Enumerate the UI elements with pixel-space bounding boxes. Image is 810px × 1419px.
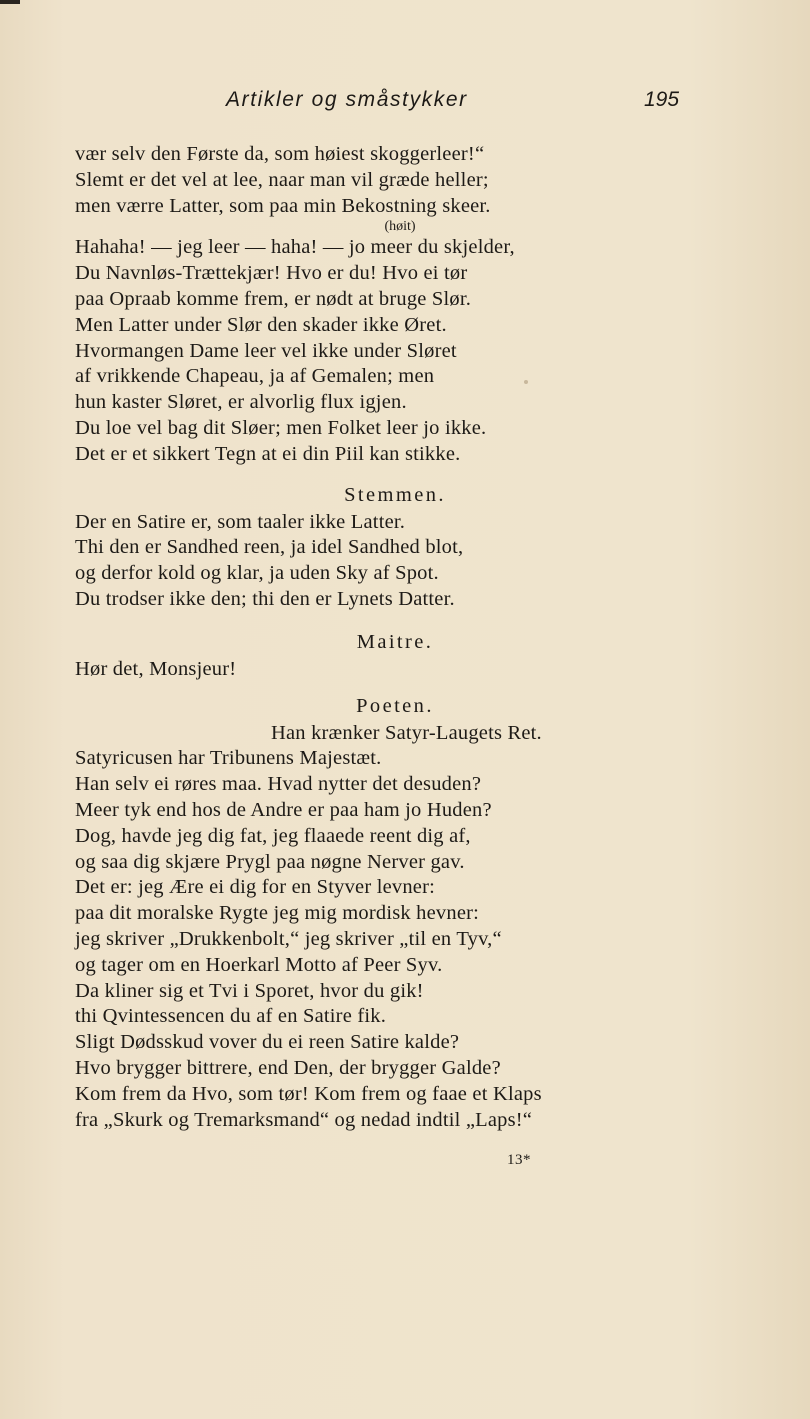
paper-speck	[524, 380, 528, 384]
verse-line: Hahaha! — jeg leer — haha! — jo meer du skjelder,	[75, 236, 515, 259]
verse-line: Han krænker Satyr-Laugets Ret.	[271, 721, 542, 744]
verse-line: Det er: jeg Ære ei dig for en Styver levner:	[75, 876, 436, 899]
speaker-name-stemmen: Stemmen.	[344, 483, 446, 506]
verse-line: Dog, havde jeg dig fat, jeg flaaede reent dig af,	[75, 824, 471, 847]
running-title: Artikler og småstykker	[226, 88, 468, 111]
verse-line: Men Latter under Slør den skader ikke Øret.	[75, 313, 447, 336]
scan-edge-mark	[0, 0, 20, 4]
verse-line: Han selv ei røres maa. Hvad nytter det desuden?	[75, 773, 482, 796]
verse-line: og tager om en Hoerkarl Motto af Peer Syv.	[75, 953, 443, 976]
verse-line: Sligt Dødsskud vover du ei reen Satire kalde?	[75, 1031, 460, 1054]
verse-line: jeg skriver „Drukkenbolt,“ jeg skriver „til en Tyv,“	[75, 927, 502, 950]
verse-line: vær selv den Første da, som høiest skoggerleer!“	[75, 143, 485, 165]
verse-line: Thi den er Sandhed reen, ja idel Sandhed blot,	[75, 536, 464, 559]
verse-line: thi Qvintessencen du af en Satire fik.	[75, 1005, 387, 1028]
speaker-name-poeten: Poeten.	[356, 694, 434, 717]
verse-line: Meer tyk end hos de Andre er paa ham jo Huden?	[75, 798, 492, 821]
stage-direction: (høit)	[384, 219, 416, 235]
signature-mark: 13*	[507, 1152, 531, 1168]
verse-line: Du trodser ikke den; thi den er Lynets Datter.	[75, 587, 455, 610]
verse-line: Hvormangen Dame leer vel ikke under Sløret	[75, 339, 457, 362]
verse-line: fra „Skurk og Tremarksmand“ og nedad indtil „Laps!“	[75, 1108, 533, 1131]
running-header	[0, 88, 810, 122]
verse-line: Kom frem da Hvo, som tør! Kom frem og faae et Klaps	[75, 1082, 542, 1105]
verse-line: hun kaster Sløret, er alvorlig flux igjen.	[75, 391, 407, 414]
verse-line: paa dit moralske Rygte jeg mig mordisk hevner:	[75, 902, 480, 925]
verse-line: Der en Satire er, som taaler ikke Latter.	[75, 510, 406, 533]
verse-text	[75, 142, 685, 1133]
speaker-name-maitre: Maitre.	[356, 630, 434, 653]
verse-line: Da kliner sig et Tvi i Sporet, hvor du gik!	[75, 979, 424, 1002]
verse-line: men værre Latter, som paa min Bekostning skeer.	[75, 194, 491, 217]
verse-line: Hvo brygger bittrere, end Den, der brygger Galde?	[75, 1056, 501, 1079]
verse-line: og saa dig skjære Prygl paa nøgne Nerver gav.	[75, 850, 465, 873]
verse-line: af vrikkende Chapeau, ja af Gemalen; men	[75, 365, 435, 388]
verse-line: Det er et sikkert Tegn at ei din Piil kan stikke.	[75, 442, 461, 465]
verse-line: Du loe vel bag dit Sløer; men Folket leer jo ikke.	[75, 416, 487, 439]
verse-line: og derfor kold og klar, ja uden Sky af Spot.	[75, 562, 439, 585]
verse-line: Slemt er det vel at lee, naar man vil græde heller;	[75, 168, 489, 191]
verse-line: Du Navnløs-Trættekjær! Hvo er du! Hvo ei tør	[75, 262, 468, 285]
verse-line: paa Opraab komme frem, er nødt at bruge Slør.	[75, 287, 472, 310]
verse-line: Hør det, Monsjeur!	[75, 657, 237, 680]
verse-line: Satyricusen har Tribunens Majestæt.	[75, 747, 382, 770]
page-number: 195	[644, 88, 680, 111]
